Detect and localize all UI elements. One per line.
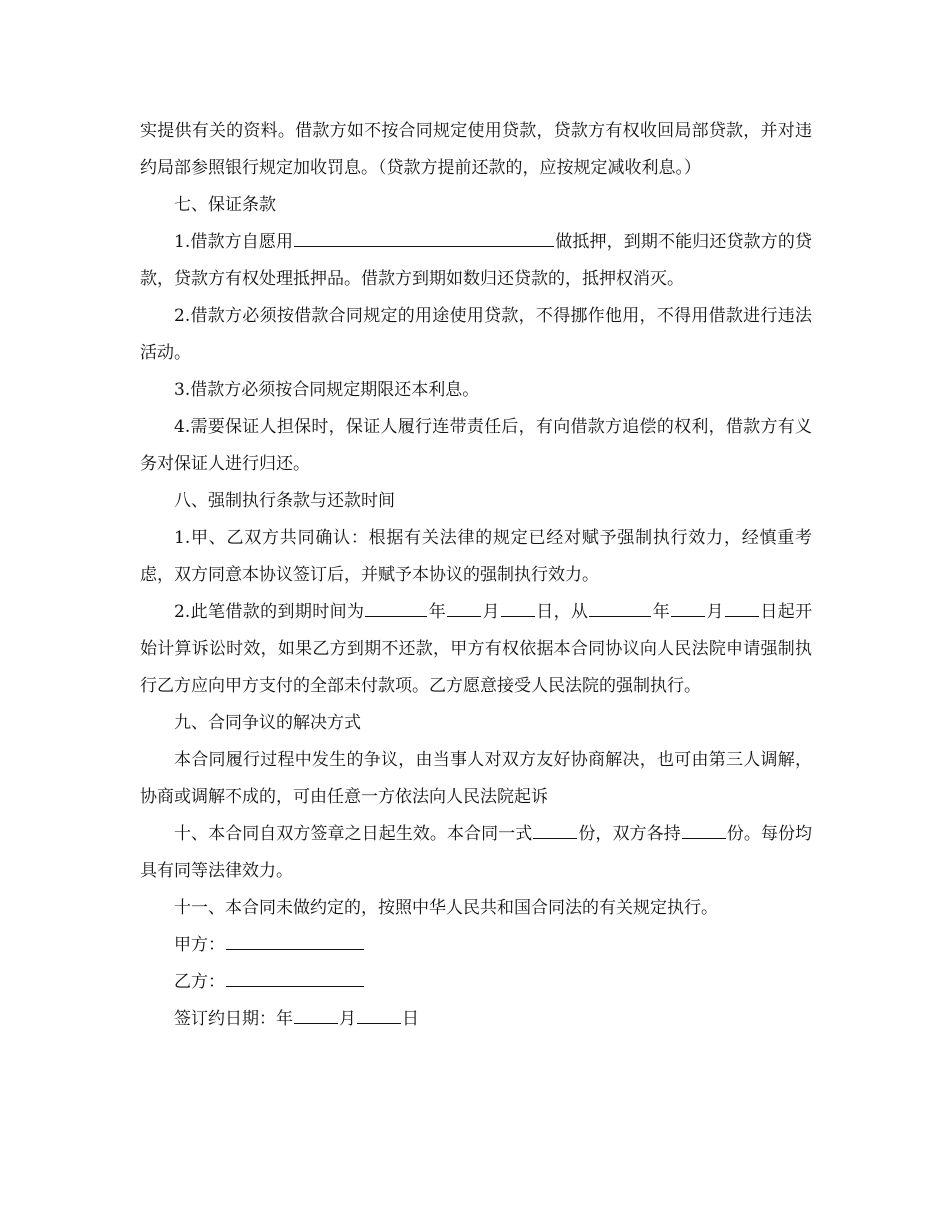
party-b-blank[interactable] [226,969,364,987]
section-8-item-2 [140,594,812,705]
party-a-label: 甲方： [174,935,225,955]
date-day-blank[interactable] [357,1006,401,1024]
year-label: 年 [652,602,671,622]
start-day-blank[interactable] [725,599,759,617]
month-label: 月 [706,602,724,622]
party-b-signature-line [140,964,812,1001]
contract-page [140,113,812,1038]
section-7-item-4: 4.需要保证人担保时，保证人履行连带责任后，有向借款方追偿的权利，借款方有义务对保证人进行归还。 [140,417,812,474]
start-month-blank[interactable] [671,599,705,617]
copies-total-blank[interactable] [533,821,577,839]
due-year-blank[interactable] [365,599,427,617]
item-text: 做抵押，到期不能归还贷款方的贷款，贷款方有权处理抵押品。借款方到期如数归还贷款的，抵押权消灭。 [140,232,812,289]
section-7-item-3: 3.借款方必须按合同规定期限还本利息。 [174,380,480,400]
party-a-blank[interactable] [226,932,364,950]
due-month-blank[interactable] [447,599,481,617]
section-7-item-1 [140,224,812,298]
day-label: 日，从 [535,602,589,622]
year-label: 年 [428,602,447,622]
item-text: 1.借款方自愿用 [174,232,294,252]
section-7-item-2: 2.借款方必须按借款合同规定的用途使用贷款，不得挪作他用，不得用借款进行违法活动。 [140,306,812,363]
item-text: 份。每份均具有同等法律效力。 [140,824,813,881]
continuation-paragraph: 实提供有关的资料。借款方如不按合同规定使用贷款，贷款方有权收回局部贷款，并对违约局部参照银行规定加收罚息。（贷款方提前还款的，应按规定减收利息。） [140,121,812,178]
section-8-item-1: 1.甲、乙双方共同确认：根据有关法律的规定已经对赋予强制执行效力，经慎重考虑，双方同意本协议签订后，并赋予本协议的强制执行效力。 [140,528,812,585]
month-label: 月 [339,1009,356,1029]
date-label: 签订约日期：年 [174,1009,293,1029]
month-label: 月 [482,602,500,622]
item-text: 份，双方各持 [578,824,681,844]
due-day-blank[interactable] [501,599,535,617]
section-11-paragraph: 十一、本合同未做约定的，按照中华人民共和国合同法的有关规定执行。 [174,898,718,918]
section-9-body: 本合同履行过程中发生的争议，由当事人对双方友好协商解决，也可由第三人调解，协商或调解不成的，可由任意一方依法向人民法院起诉 [140,750,812,807]
party-b-label: 乙方： [174,972,225,992]
date-month-blank[interactable] [294,1006,338,1024]
day-label: 日 [402,1009,419,1029]
section-7-heading: 七、保证条款 [174,195,276,215]
signing-date-line [140,1001,812,1038]
party-a-signature-line [140,927,812,964]
section-9-heading: 九、合同争议的解决方式 [174,713,361,733]
section-8-heading: 八、强制执行条款与还款时间 [174,491,395,511]
collateral-blank[interactable] [294,229,554,247]
item-text: 2.此笔借款的到期时间为 [174,602,365,622]
item-text: 日起开始计算诉讼时效，如果乙方到期不还款，甲方有权依据本合同协议向人民法院申请强制执行乙方应向甲方支付的全部未付款项。乙方愿意接受人民法院的强制执行。 [140,602,813,696]
copies-each-blank[interactable] [682,821,726,839]
item-text: 十、本合同自双方签章之日起生效。本合同一式 [174,824,533,844]
start-year-blank[interactable] [589,599,651,617]
section-10-paragraph [140,816,812,890]
